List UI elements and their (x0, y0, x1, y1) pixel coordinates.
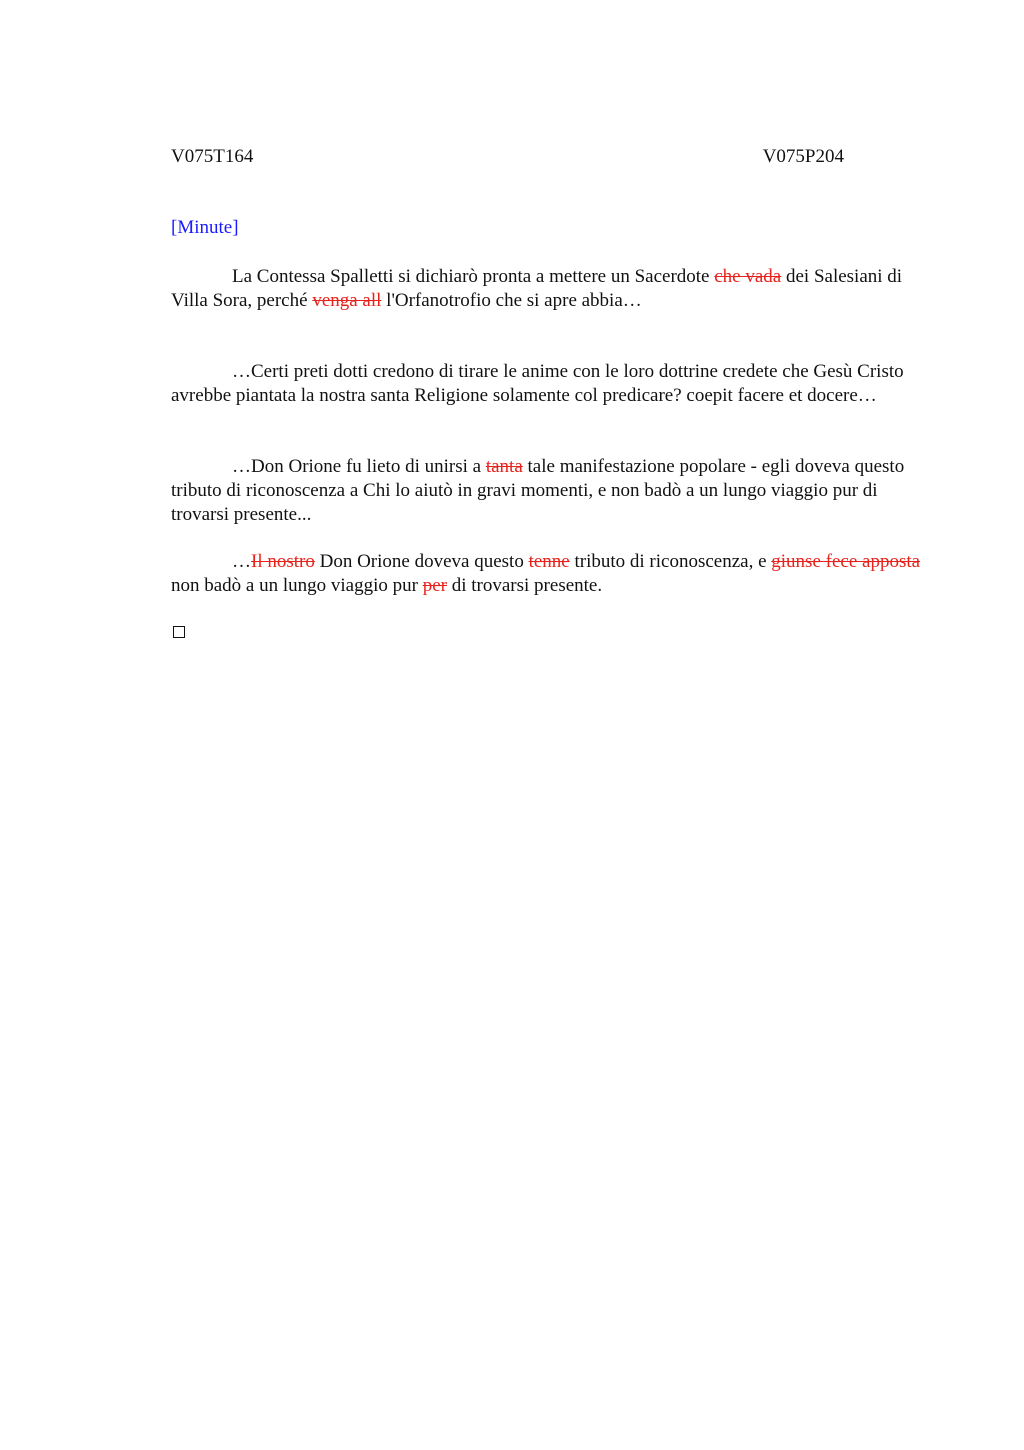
paragraph-1 (171, 265, 921, 313)
deleted-text: che vada (714, 266, 782, 287)
deleted-text: venga all (312, 290, 382, 311)
paragraph-2 (171, 360, 921, 408)
text-segment: non badò a un lungo viaggio pur (171, 575, 423, 596)
text-segment: l'Orfanotrofio che si apre abbia… (381, 290, 642, 311)
paragraph-3 (171, 455, 921, 527)
deleted-text: tanta (485, 456, 523, 477)
text-segment: … (232, 551, 251, 572)
deleted-text: Il nostro (251, 551, 315, 572)
text-segment: di trovarsi presente. (446, 575, 603, 596)
volume-page-code: V075P204 (762, 146, 844, 167)
text-segment: Don Orione doveva questo (314, 551, 529, 572)
paragraph-4 (171, 550, 921, 598)
deleted-text: per (422, 575, 447, 596)
volume-text-code: V075T164 (171, 146, 254, 167)
text-segment: La Contessa Spalletti si dichiarò pronta a mettere un Sacerdote (232, 266, 715, 287)
document-header (171, 146, 844, 170)
text-segment: dei Salesiani di Villa Sora, perché (171, 266, 903, 311)
text-segment: tributo di riconoscenza, e (569, 551, 772, 572)
empty-square-icon (173, 626, 185, 638)
deleted-text: tenne (528, 551, 570, 572)
text-segment: …Don Orione fu lieto di unirsi a (232, 456, 486, 477)
deleted-text: giunse fece apposta (771, 551, 921, 572)
section-label: [Minute] (171, 217, 239, 238)
text-segment: …Certi preti dotti credono di tirare le anime con le loro dottrine credete che Gesù Cristo avrebbe piantata la nostra santa Religione solamente col predicare? coepit facere et docere… (171, 361, 904, 406)
text-segment: tale manifestazione popolare - egli doveva questo tributo di riconoscenza a Chi lo aiutò in gravi momenti, e non badò a un lungo viaggio pur di trovarsi presente... (171, 456, 905, 525)
